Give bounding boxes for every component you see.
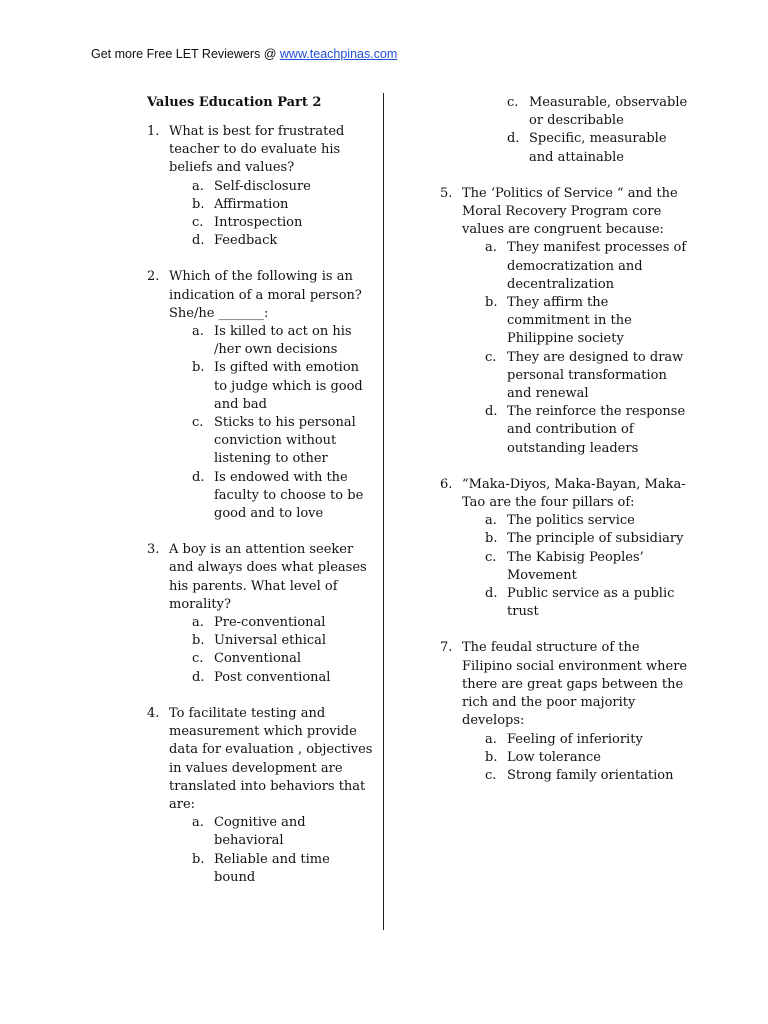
- option-text: They affirm the commitment in the Philippine society: [507, 295, 632, 347]
- option-letter: a.: [485, 240, 497, 256]
- option: [192, 414, 373, 469]
- option: [485, 731, 692, 749]
- option-letter: d.: [192, 233, 205, 249]
- header-text: Get more Free LET Reviewers @: [91, 47, 280, 61]
- option: [485, 294, 692, 349]
- option: [192, 632, 373, 650]
- option: [485, 749, 692, 767]
- option-text: Affirmation: [214, 196, 289, 212]
- option: [192, 814, 373, 850]
- option-letter: d.: [507, 131, 520, 147]
- question-5: [440, 185, 692, 458]
- option: [192, 178, 373, 196]
- option-letter: c.: [485, 767, 497, 783]
- question-text: A boy is an attention seeker and always does what pleases his parents. What level of morality?: [169, 542, 367, 612]
- option: [192, 469, 373, 524]
- option-text: The reinforce the response and contribution of outstanding leaders: [507, 404, 686, 456]
- option: [485, 767, 692, 785]
- option: [485, 530, 692, 548]
- option-text: Strong family orientation: [507, 767, 674, 783]
- option-letter: c.: [192, 215, 204, 231]
- question-text: “Maka-Diyos, Maka-Bayan, Maka-Tao are the four pillars of:: [462, 476, 686, 511]
- option-text: The politics service: [507, 513, 635, 529]
- option-text: Cognitive and behavioral: [214, 815, 306, 849]
- question-number: 2.: [147, 269, 160, 285]
- question-number: 3.: [147, 542, 160, 558]
- option-letter: d.: [192, 469, 205, 485]
- option-letter: d.: [485, 586, 498, 602]
- option-text: The Kabisig Peoples’ Movement: [507, 549, 644, 583]
- option-text: Pre-conventional: [214, 615, 326, 631]
- option-letter: b.: [192, 196, 205, 212]
- column-divider: [383, 93, 384, 930]
- option-text: Is endowed with the faculty to choose to be good and to love: [214, 469, 364, 522]
- option-letter: b.: [192, 851, 205, 867]
- option: [485, 512, 692, 530]
- option: [192, 323, 373, 359]
- question-1: [147, 123, 373, 250]
- question-text: What is best for frustrated teacher to do evaluate his beliefs and values?: [169, 124, 345, 176]
- option-text: They manifest processes of democratization and decentralization: [507, 240, 687, 292]
- option-text: Feedback: [214, 233, 278, 249]
- option-text: Sticks to his personal conviction without listening to other: [214, 415, 356, 467]
- question-2: [147, 268, 373, 523]
- option-letter: a.: [485, 513, 497, 529]
- question-number: 1.: [147, 124, 160, 139]
- option-text: The principle of subsidiary: [507, 531, 684, 547]
- option: [192, 232, 373, 250]
- left-column: [147, 94, 373, 905]
- option-text: Conventional: [214, 651, 302, 667]
- question-4: [147, 705, 373, 887]
- option: [192, 851, 373, 887]
- option: [192, 614, 373, 632]
- question-number: 5.: [440, 185, 453, 201]
- option-text: Measurable, observable or describable: [529, 95, 688, 129]
- option-text: Universal ethical: [214, 633, 327, 649]
- option-letter: b.: [485, 531, 498, 547]
- option: [485, 239, 692, 294]
- option-text: Specific, measurable and attainable: [529, 131, 667, 165]
- option-text: Introspection: [214, 215, 303, 231]
- option-text: Low tolerance: [507, 749, 601, 765]
- option-letter: d.: [192, 669, 205, 685]
- option-text: Self-disclosure: [214, 178, 311, 194]
- question-number: 7.: [440, 640, 453, 656]
- option-letter: b.: [485, 295, 498, 311]
- option-letter: a.: [192, 324, 204, 340]
- option-letter: a.: [192, 815, 204, 831]
- option: [485, 549, 692, 585]
- option-letter: c.: [192, 415, 204, 431]
- option-text: Is killed to act on his /her own decisions: [214, 324, 352, 358]
- option-letter: b.: [192, 633, 205, 649]
- option-text: Reliable and time bound: [214, 851, 330, 885]
- question-text: The ‘Politics of Service “ and the Moral Recovery Program core values are congruent because:: [462, 185, 678, 238]
- option-letter: a.: [192, 615, 204, 631]
- option: [192, 196, 373, 214]
- option-letter: a.: [192, 178, 204, 194]
- option-letter: c.: [485, 549, 497, 565]
- option-letter: d.: [485, 404, 498, 420]
- option-text: Post conventional: [214, 669, 331, 685]
- option-letter: c.: [507, 95, 519, 110]
- question-number: 4.: [147, 705, 160, 721]
- question-number: 6.: [440, 476, 453, 492]
- option: [192, 669, 373, 687]
- question-6: [440, 476, 692, 622]
- option-letter: a.: [485, 731, 497, 747]
- option-text: Feeling of inferiority: [507, 731, 643, 747]
- right-column: [440, 94, 692, 803]
- page-header: [91, 47, 397, 61]
- question-text: The feudal structure of the Filipino social environment where there are great gaps between the rich and the poor majority develops:: [462, 640, 688, 729]
- question-text: To facilitate testing and measurement which provide data for evaluation , objectives in values development are translated into behaviors that are:: [169, 705, 373, 812]
- question-4-continued: [462, 94, 692, 167]
- option-text: Public service as a public trust: [507, 586, 675, 620]
- option: [485, 403, 692, 458]
- option: [507, 94, 692, 130]
- question-text: Which of the following is an indication of a moral person? She/he _______:: [169, 269, 362, 321]
- option-text: Is gifted with emotion to judge which is good and bad: [214, 360, 363, 412]
- website-link[interactable]: www.teachpinas.com: [279, 47, 398, 61]
- option-letter: b.: [485, 749, 498, 765]
- option-letter: b.: [192, 360, 205, 376]
- option: [507, 130, 692, 166]
- option: [192, 650, 373, 668]
- option: [192, 214, 373, 232]
- option-text: They are designed to draw personal transformation and renewal: [507, 349, 684, 402]
- option: [485, 349, 692, 404]
- question-3: [147, 541, 373, 687]
- option: [192, 359, 373, 414]
- option: [485, 585, 692, 621]
- option-letter: c.: [485, 349, 497, 365]
- option-letter: c.: [192, 651, 204, 667]
- document-title: Values Education Part 2: [147, 95, 322, 110]
- question-7: [440, 639, 692, 785]
